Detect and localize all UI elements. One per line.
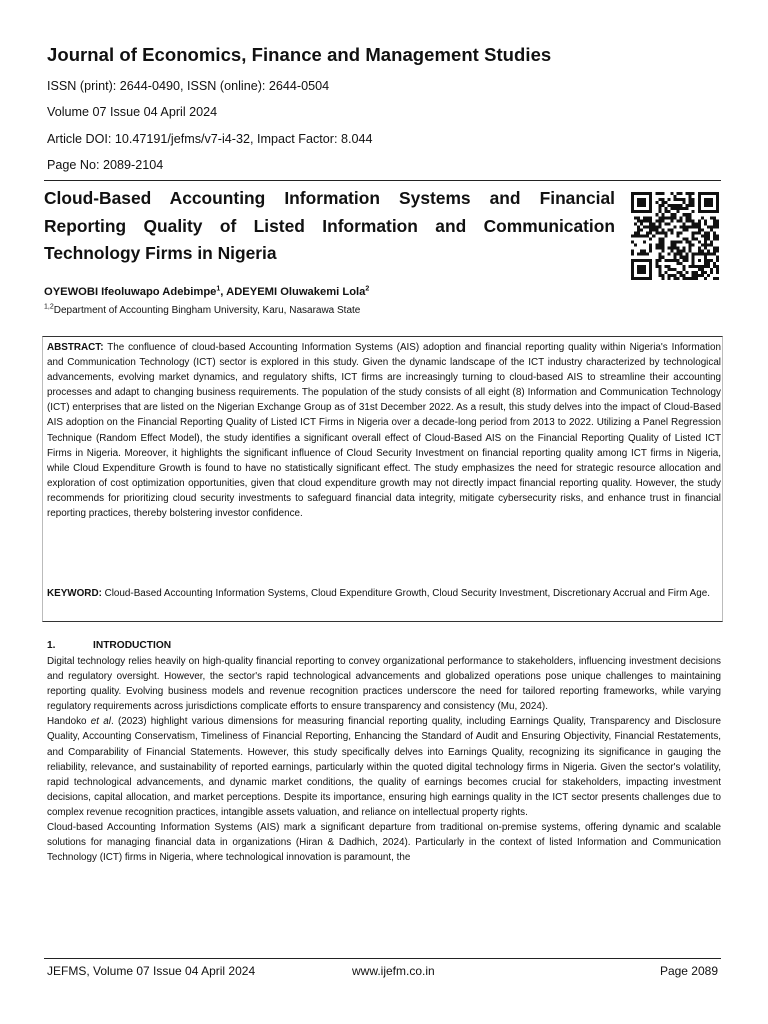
author-name: ADEYEMI Oluwakemi Lola: [226, 286, 366, 298]
footer-website-link[interactable]: www.ijefm.co.in: [352, 964, 435, 978]
keywords-paragraph: [47, 586, 721, 601]
affiliation-mark: 1,2: [44, 303, 54, 311]
volume-line: Volume 07 Issue 04 April 2024: [47, 105, 218, 119]
body-paragraph: Digital technology relies heavily on high-quality financial reporting to convey organizational performance to stakeholders, influencing investment decisions and regulatory oversight. However, the sector's rapid technological advancements and globalized operations pose unique challenges to maintaining reporting quality. Evolving business models and revenue recognition practices underscore the need for tailored reporting frameworks, while varying regulatory requirements across jurisdictions complicate efforts to ensure transparency and consistency (Mu, 2024).: [47, 656, 721, 713]
author-name: OYEWOBI Ifeoluwapo Adebimpe: [44, 286, 217, 298]
abstract-label: ABSTRACT:: [47, 342, 104, 353]
affiliation-line: [44, 305, 360, 316]
author-separator: ,: [220, 286, 227, 298]
affiliation-text: Department of Accounting Bingham University, Karu, Nasarawa State: [53, 305, 361, 316]
page-range-line: Page No: 2089-2104: [47, 158, 164, 172]
abstract-paragraph: [47, 340, 721, 521]
keywords-label: KEYWORD:: [47, 588, 102, 599]
introduction-body: [47, 654, 721, 865]
section-title: INTRODUCTION: [93, 640, 172, 651]
citation-etal: et al: [90, 716, 111, 728]
footer-journal-info: JEFMS, Volume 07 Issue 04 April 2024: [47, 964, 256, 978]
doi-line[interactable]: Article DOI: 10.47191/jefms/v7-i4-32, Impact Factor: 8.044: [47, 132, 373, 146]
header-divider: [44, 180, 721, 181]
body-paragraph: [47, 714, 721, 820]
qr-code-icon[interactable]: [631, 192, 719, 280]
author-affil-mark: 2: [365, 285, 370, 293]
issn-line: ISSN (print): 2644-0490, ISSN (online): 2644-0504: [47, 79, 330, 93]
section-number: 1.: [47, 640, 56, 651]
section-heading: [47, 640, 171, 651]
footer-page-number: Page 2089: [659, 964, 718, 978]
abstract-text: The confluence of cloud-based Accounting Information Systems (AIS) adoption and financial reporting quality within Nigeria's Information and Communication Technology (ICT) sector is explored in this study. Given the dynamic landscape of the ICT industry characterized by technological advancements, evolving market dynamics, and regulatory shifts, ICT firms are increasingly turning to cloud-based AIS to streamline their accounting processes and adapt to changing business requirements. The population of the study consists of all eight (8) Information and Communication Technology (ICT) enterprises that are listed on the Nigerian Exchange Group as of 31st December 2022. As a result, this study delves into the impact of Cloud-Based AIS adoption on the Financial Reporting Quality of Listed ICT Firms in Nigeria over a decade-long period from 2013 to 2022. Utilizing a Panel Regression Technique (Random Effect Model), the study identifies a significant overall effect of Cloud-Based AIS on the Financial Reporting Quality of Listed ICT Firms in Nigeria. Moreover, it highlights the significant influence of Cloud Security Investment on financial reporting quality among ICT firms in Nigeria, while Cloud Expenditure Growth is found to have no statistically significant effect. The study emphasizes the need for strategic resource allocation and exploration of cost optimization opportunities, given that cloud expenditure growth may not directly impact financial reporting quality. However, the study recommends for prioritizing cloud security investments to safeguard financial data integrity, mitigate cybersecurity risks, and enhance trust in financial reporting practices, thereby bolstering investor confidence.: [47, 342, 721, 520]
body-paragraph: Cloud-based Accounting Information Systems (AIS) mark a significant departure from traditional on-premise systems, offering dynamic and scalable solutions for managing financial data in organizations (Hiran & Dadhich, 2024). Particularly in the context of listed Information and Communication Technology (ICT) firms in Nigeria, where technological innovation is paramount, the: [47, 822, 721, 864]
footer-divider: [44, 958, 721, 959]
author-line: [44, 286, 369, 298]
author-affil-mark: 1: [216, 285, 221, 293]
keywords-text: Cloud-Based Accounting Information Systems, Cloud Expenditure Growth, Cloud Security Investment, Discretionary Accrual and Firm Age.: [101, 588, 710, 599]
paragraph-text: . (2023) highlight various dimensions for measuring financial reporting quality, including Earnings Quality, Transparency and Disclosure Quality, Accounting Conservatism, Timeliness of Financial Reporting, Enhancing the Standard of Audit and Ensuring Objectivity, Financial Restatements, and Comparability of Financial Statements. However, this study specifically delves into Earnings Quality, recognizing its significance in gauging the reliability, relevance, and sustainability of reported earnings, particularly within the quoted digital technology firms in Nigeria. Given the sector's volatility, rapid technological advancements, and dynamic market conditions, the quality of earnings becomes crucial for stakeholders, impacting investment decisions, capital allocation, and market perceptions. Despite its importance, ensuring high earnings quality in the ICT sector presents challenges due to complex revenue recognition practices, intangible assets valuation, and reliance on intellectual property rights.: [47, 716, 721, 818]
journal-title: Journal of Economics, Finance and Management Studies: [47, 44, 552, 65]
citation-author: Handoko: [47, 716, 91, 728]
article-title: Cloud-Based Accounting Information Systems and Financial Reporting Quality of Listed Information and Communication Technology Firms in Nigeria: [44, 188, 615, 264]
